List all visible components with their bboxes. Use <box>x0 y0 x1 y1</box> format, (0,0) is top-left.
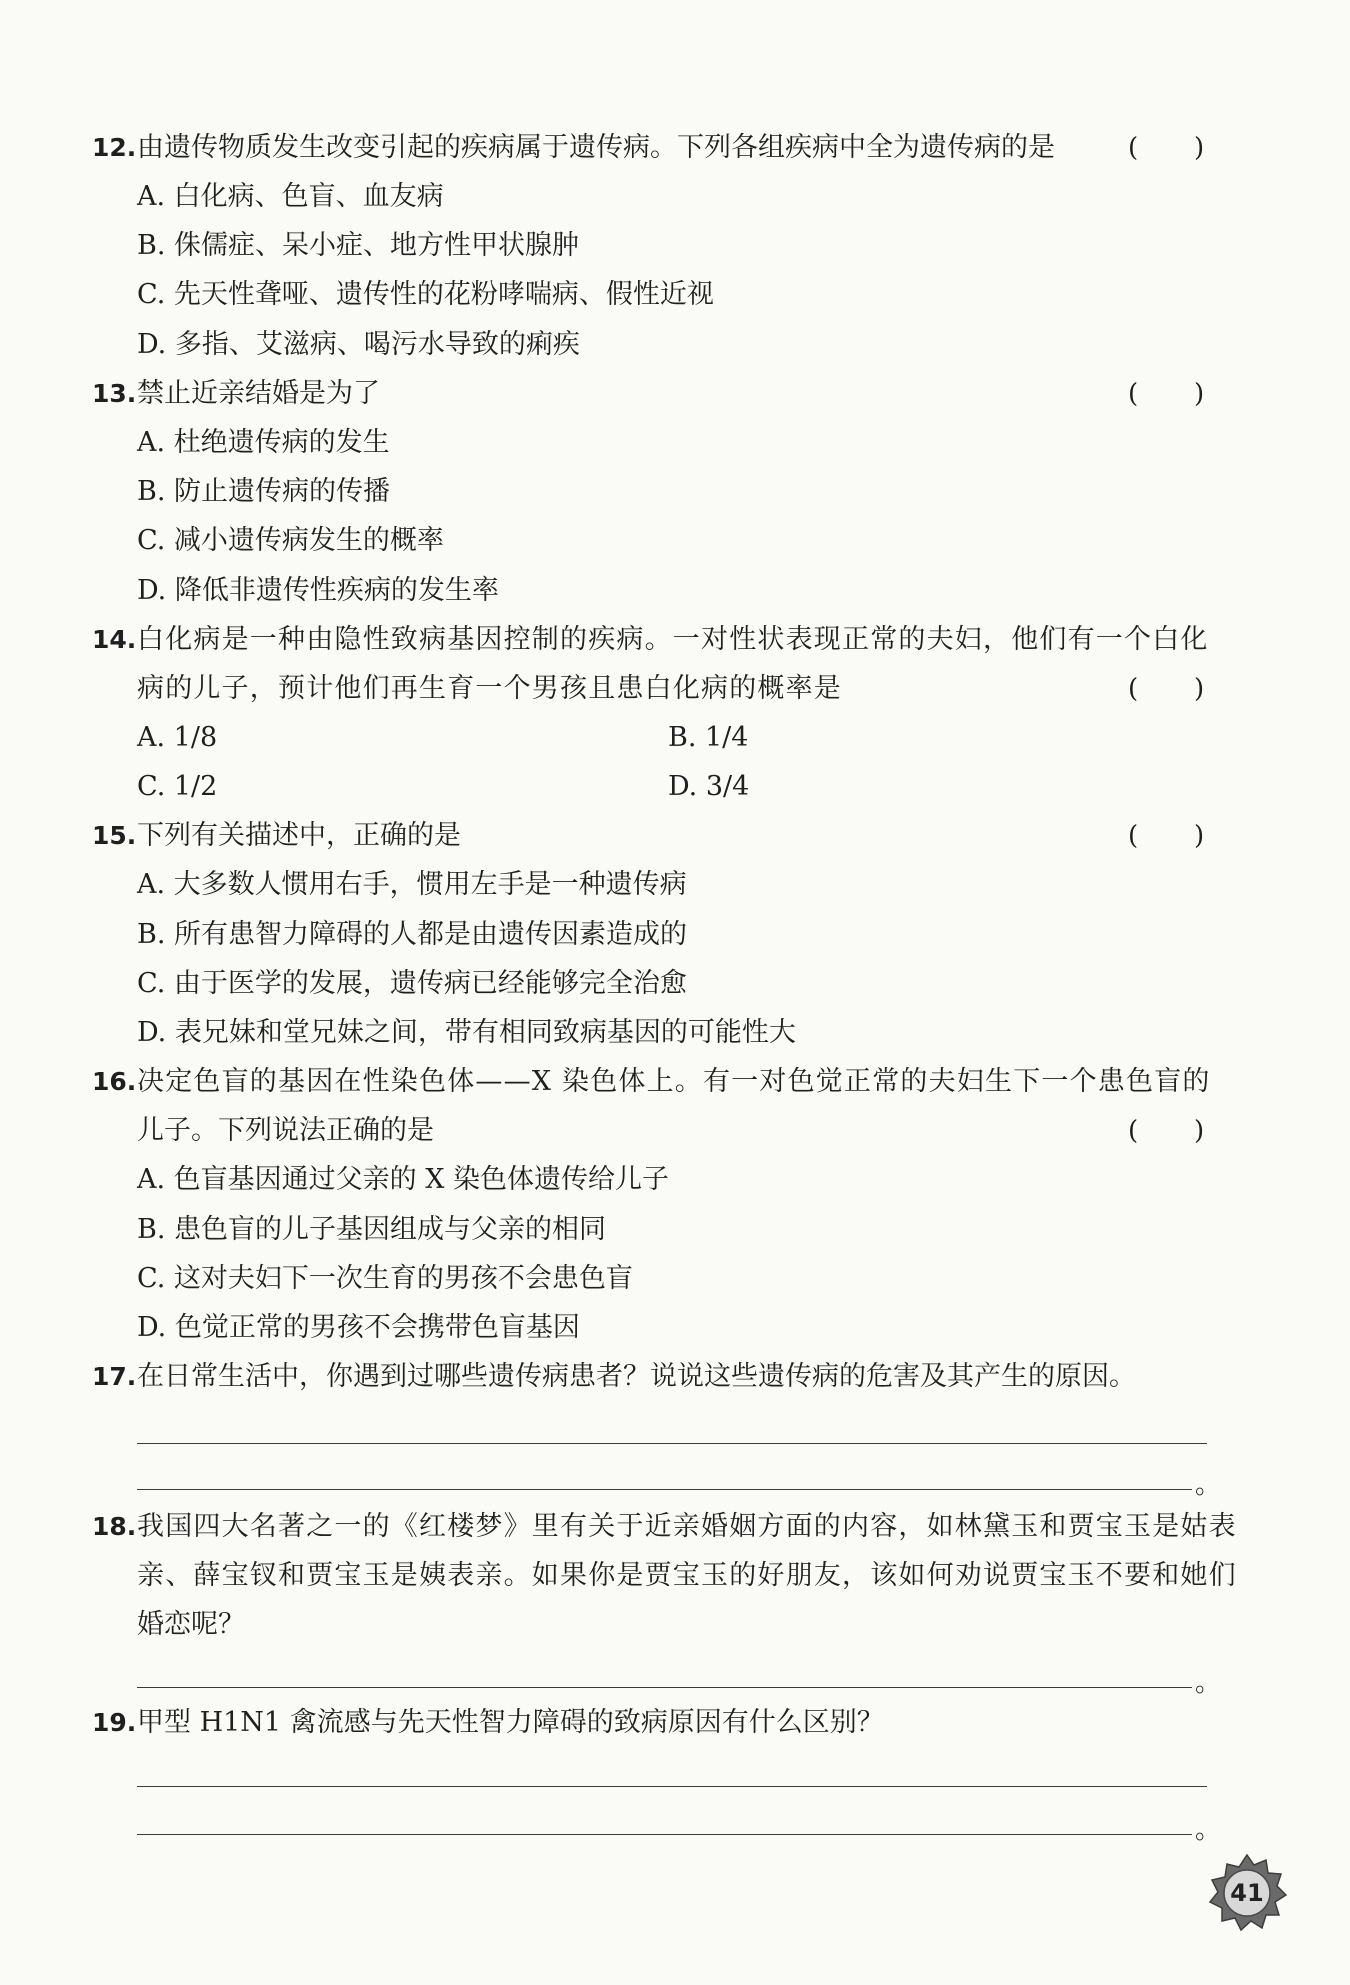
option-b: B. 侏儒症、呆小症、地方性甲状腺肿 <box>137 230 580 261</box>
question-12: 12. 由遗传物质发生改变引起的疾病属于遗传病。下列各组疾病中全为遗传病的是 ( ) <box>0 126 1350 170</box>
question-16-continued: 儿子。下列说法正确的是 ( ) <box>0 1109 1350 1153</box>
question-number: 14. <box>92 625 137 654</box>
question-text: 下列有关描述中，正确的是 <box>137 820 461 851</box>
answer-line[interactable] <box>137 1687 1192 1688</box>
question-19 <box>0 1701 1350 1745</box>
option-b: B. 患色盲的儿子基因组成与父亲的相同 <box>137 1214 607 1245</box>
question-number: 17. <box>92 1362 137 1391</box>
question-14-continued: 病的儿子，预计他们再生育一个男孩且患白化病的概率是 ( ) <box>0 667 1350 711</box>
option-d: D. 表兄妹和堂兄妹之间，带有相同致病基因的可能性大 <box>137 1017 796 1048</box>
answer-line[interactable] <box>137 1443 1207 1444</box>
options-row <box>0 716 1350 760</box>
question-text: 病的儿子，预计他们再生育一个男孩且患白化病的概率是 <box>137 673 842 704</box>
question-18 <box>0 1505 1350 1549</box>
question-number: 16. <box>92 1067 137 1096</box>
question-18-continued <box>0 1603 1350 1647</box>
question-number: 15. <box>92 821 137 850</box>
question-number: 12. <box>92 133 137 162</box>
question-16 <box>0 1060 1350 1104</box>
question-text: 亲、薛宝钗和贾宝玉是姨表亲。如果你是贾宝玉的好朋友，该如何劝说贾宝玉不要和她们 <box>137 1560 1237 1591</box>
option-c: C. 由于医学的发展，遗传病已经能够完全治愈 <box>137 968 687 999</box>
option-d: D. 多指、艾滋病、喝污水导致的痢疾 <box>137 329 580 360</box>
page-number: 41 <box>1230 1879 1264 1907</box>
period-mark: 。 <box>1195 1815 1222 1845</box>
question-text: 决定色盲的基因在性染色体——X 染色体上。有一对色觉正常的夫妇生下一个患色盲的 <box>137 1066 1211 1097</box>
option-a: A. 白化病、色盲、血友病 <box>137 181 444 212</box>
question-17 <box>0 1355 1350 1399</box>
option-a: A. 杜绝遗传病的发生 <box>137 427 390 458</box>
question-text: 甲型 H1N1 禽流感与先天性智力障碍的致病原因有什么区别？ <box>137 1707 884 1738</box>
options-row <box>0 765 1350 809</box>
question-number: 19. <box>92 1708 137 1737</box>
answer-line[interactable] <box>137 1489 1192 1490</box>
answer-line[interactable] <box>137 1786 1207 1787</box>
period-mark: 。 <box>1195 1668 1222 1698</box>
option-c: C. 1/2 <box>137 771 218 802</box>
page-number-badge <box>1207 1853 1287 1933</box>
option-d: D. 色觉正常的男孩不会携带色盲基因 <box>137 1312 580 1343</box>
period-mark: 。 <box>1195 1470 1222 1500</box>
question-18-continued <box>0 1554 1350 1598</box>
question-number: 13. <box>92 379 137 408</box>
option-b: B. 防止遗传病的传播 <box>137 476 391 507</box>
option-a: A. 1/8 <box>137 722 218 753</box>
option-d: D. 3/4 <box>668 771 750 802</box>
option-b: B. 所有患智力障碍的人都是由遗传因素造成的 <box>137 919 688 950</box>
option-a: A. 色盲基因通过父亲的 X 染色体遗传给儿子 <box>137 1164 670 1195</box>
question-text: 我国四大名著之一的《红楼梦》里有关于近亲婚姻方面的内容，如林黛玉和贾宝玉是姑表 <box>137 1511 1237 1542</box>
option-a: A. 大多数人惯用右手，惯用左手是一种遗传病 <box>137 869 687 900</box>
option-b: B. 1/4 <box>668 722 749 753</box>
option-d: D. 降低非遗传性疾病的发生率 <box>137 575 499 606</box>
question-text: 婚恋呢？ <box>137 1609 245 1640</box>
question-13: 13. 禁止近亲结婚是为了 ( ) <box>0 372 1350 416</box>
option-c: C. 这对夫妇下一次生育的男孩不会患色盲 <box>137 1263 633 1294</box>
gear-badge-icon <box>1207 1853 1287 1933</box>
question-text: 禁止近亲结婚是为了 <box>137 378 380 409</box>
question-number: 18. <box>92 1512 137 1541</box>
option-c: C. 减小遗传病发生的概率 <box>137 525 444 556</box>
question-15: 15. 下列有关描述中，正确的是 ( ) <box>0 814 1350 858</box>
question-text: 由遗传物质发生改变引起的疾病属于遗传病。下列各组疾病中全为遗传病的是 <box>137 132 1055 163</box>
question-text: 白化病是一种由隐性致病基因控制的疾病。一对性状表现正常的夫妇，他们有一个白化 <box>137 624 1209 655</box>
question-14 <box>0 618 1350 662</box>
option-c: C. 先天性聋哑、遗传性的花粉哮喘病、假性近视 <box>137 279 714 310</box>
question-text: 在日常生活中，你遇到过哪些遗传病患者？说说这些遗传病的危害及其产生的原因。 <box>137 1361 1136 1392</box>
question-text: 儿子。下列说法正确的是 <box>137 1115 434 1146</box>
answer-line[interactable] <box>137 1834 1192 1835</box>
